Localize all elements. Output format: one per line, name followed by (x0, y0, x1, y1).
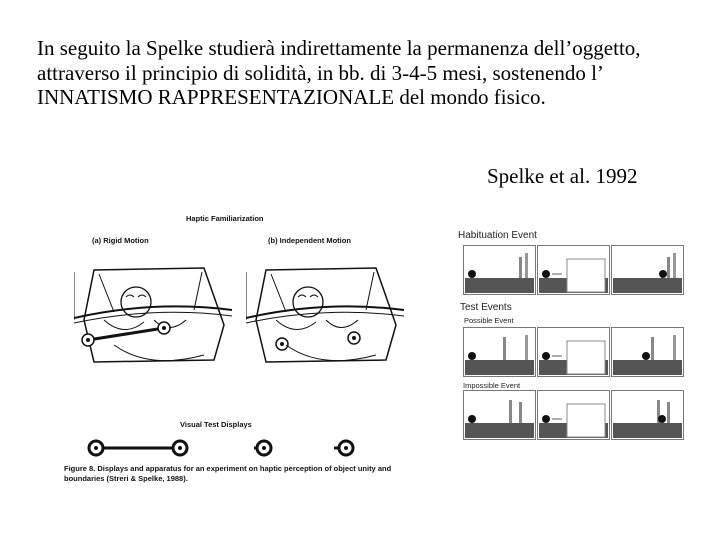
independent-motion-illustration (246, 250, 406, 380)
habituation-panel-1 (463, 245, 536, 295)
figure-title: Haptic Familiarization (186, 214, 264, 223)
citation: Spelke et al. 1992 (487, 164, 638, 188)
impossible-panel-2 (537, 390, 610, 440)
rigid-motion-illustration (74, 250, 234, 380)
possible-panel-3 (611, 327, 684, 377)
habituation-label: Habituation Event (458, 230, 537, 241)
impossible-event-label: Impossible Event (463, 381, 521, 390)
test-events-label: Test Events (460, 302, 512, 313)
test-displays-title: Visual Test Displays (180, 420, 252, 429)
visual-test-displays (82, 436, 372, 460)
possible-panel-2 (537, 327, 610, 377)
slide-paragraph: In seguito la Spelke studierà indirettamente la permanenza dell’oggetto, attraverso il principio di solidità, in bb. di 3-4-5 mesi, sostenendo l’ INNATISMO RAPPRESENTAZIONALE del mondo fisico. (37, 36, 641, 109)
possible-panel-1 (463, 327, 536, 377)
figure-caption (64, 464, 394, 484)
habituation-panel-2 (537, 245, 610, 295)
possible-event-label: Possible Event (464, 316, 514, 325)
panel-b-label: (b) Independent Motion (268, 236, 351, 245)
caption-text: Displays and apparatus for an experiment on haptic perception of object unity and boundaries (Streri & Spelke, 1988). (64, 464, 392, 483)
impossible-panel-3 (611, 390, 684, 440)
caption-label: Figure 8. (64, 464, 96, 473)
habituation-panel-3 (611, 245, 684, 295)
impossible-panel-1 (463, 390, 536, 440)
panel-a-label: (a) Rigid Motion (92, 236, 149, 245)
